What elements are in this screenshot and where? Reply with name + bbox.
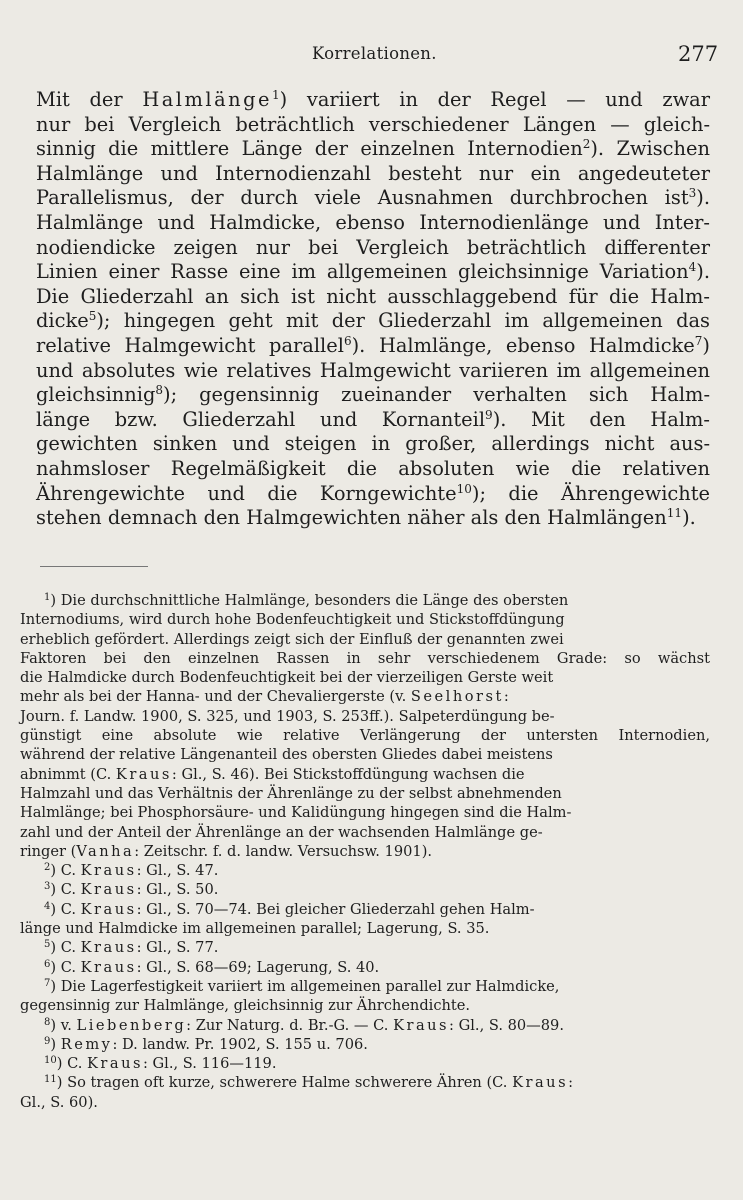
footnote-marker: 4 xyxy=(44,900,51,912)
text-line xyxy=(36,260,710,285)
text-run: : Gl., S. 70—74. Bei gleicher Gliederzahl gehen Halm- xyxy=(136,900,535,918)
text-run: ) So tragen oft kurze, schwerere Halme schwerere Ähren (C. xyxy=(56,1074,513,1092)
footnote-marker: 4 xyxy=(688,260,697,275)
text-run: ) C. xyxy=(50,881,81,899)
footnote-separator xyxy=(40,566,148,567)
spaced-name: Kraus xyxy=(87,1055,143,1073)
spaced-name: Vanha xyxy=(76,842,135,860)
footnote-marker: 11 xyxy=(44,1074,57,1086)
text-run: ). xyxy=(696,186,710,210)
footnote-line xyxy=(20,745,710,764)
footnote-line xyxy=(20,1073,710,1092)
text-run: gewichten sinken und steigen in großer, allerdings nicht aus- xyxy=(36,432,710,456)
text-run: ringer ( xyxy=(20,842,77,860)
text-run: ) C. xyxy=(50,862,81,880)
text-line xyxy=(36,211,710,236)
body-paragraph xyxy=(36,88,710,531)
footnote-marker: 6 xyxy=(343,333,352,348)
footnote-line xyxy=(20,880,710,899)
footnote-marker: 1 xyxy=(272,88,280,102)
footnote-marker: 1 xyxy=(44,592,51,603)
text-run: gegensinnig zur Halmlänge, gleichsinnig zur Ährchendichte. xyxy=(20,997,471,1015)
footnote-line xyxy=(20,649,710,668)
text-run: : Gl., S. 47. xyxy=(136,862,219,880)
text-run: gleichsinnig xyxy=(36,383,156,407)
text-line xyxy=(36,334,710,359)
footnote-marker: 10 xyxy=(44,1055,57,1067)
text-run: : Gl., S. 68—69; Lagerung, S. 40. xyxy=(136,958,380,976)
footnote-marker: 10 xyxy=(456,481,472,496)
text-run: : Gl., S. 50. xyxy=(136,881,219,899)
footnote-marker: 3 xyxy=(44,881,51,893)
footnote-line xyxy=(20,707,710,726)
spaced-name: Halmlänge xyxy=(142,88,273,111)
text-run: : D. landw. Pr. 1902, S. 155 u. 706. xyxy=(112,1035,368,1053)
footnote-line xyxy=(20,977,710,996)
text-line xyxy=(36,383,710,408)
text-line xyxy=(36,457,710,482)
footnote-line xyxy=(20,842,710,861)
text-run: ) xyxy=(50,1035,61,1053)
text-run: während der relative Längenanteil des obersten Gliedes dabei meistens xyxy=(20,746,553,764)
footnote-marker: 6 xyxy=(44,958,51,970)
footnote-line xyxy=(20,726,710,745)
text-run: sinnig die mittlere Länge der einzelnen Internodien xyxy=(36,137,583,161)
footnote-line xyxy=(20,803,710,822)
text-line xyxy=(36,162,710,187)
text-run: die Halmdicke durch Bodenfeuchtigkeit bei der vierzeiligen Gerste weit xyxy=(20,669,554,687)
text-run: ). Mit den Halm- xyxy=(492,407,710,431)
footnote-line xyxy=(20,630,710,649)
text-run: ). xyxy=(696,260,710,284)
spaced-name: Kraus xyxy=(80,939,137,957)
spaced-name: Seelhorst xyxy=(410,688,504,706)
text-run: : Zeitschr. f. d. landw. Versuchsw. 1901). xyxy=(134,842,433,860)
text-run: : Gl., S. 77. xyxy=(136,939,219,957)
text-run: : Gl., S. 46). Bei Stickstoffdüngung wachsen die xyxy=(171,765,525,783)
text-line xyxy=(36,482,710,507)
footnote-line xyxy=(20,784,710,803)
text-line xyxy=(36,88,710,113)
text-run: Halmlänge und Halmdicke, ebenso Internodienlänge und Inter- xyxy=(36,210,710,234)
spaced-name: Kraus xyxy=(80,900,137,918)
text-line xyxy=(36,236,710,261)
footnote-line xyxy=(20,823,710,842)
text-run: : xyxy=(568,1074,573,1092)
text-line xyxy=(36,113,710,138)
text-line xyxy=(36,309,710,334)
text-run: abnimmt (C. xyxy=(20,765,116,783)
text-run: ) v. xyxy=(50,1016,77,1034)
footnote-line xyxy=(20,996,710,1015)
footnote-marker: 5 xyxy=(44,939,51,951)
spaced-name: Remy xyxy=(60,1035,113,1053)
text-run: ). Halmlänge, ebenso Halmdicke xyxy=(351,333,695,357)
footnote-marker: 9 xyxy=(485,407,493,422)
text-line xyxy=(36,285,710,310)
spaced-name: Kraus xyxy=(80,958,137,976)
text-run: ). xyxy=(682,506,696,530)
spaced-name: Kraus xyxy=(115,765,172,783)
text-run: : xyxy=(503,688,509,706)
text-run: länge bzw. Gliederzahl und Kornanteil xyxy=(36,407,486,431)
footnote-line xyxy=(20,687,710,706)
spaced-name: Liebenberg xyxy=(76,1016,187,1034)
spaced-name: Kraus xyxy=(393,1016,450,1034)
text-run: Faktoren bei den einzelnen Rassen in sehr verschiedenem Grade: so wächst xyxy=(20,649,710,667)
text-run: länge und Halmdicke im allgemeinen parallel; Lagerung, S. 35. xyxy=(20,920,490,938)
text-run: nahmsloser Regelmäßigkeit die absoluten wie die relativen xyxy=(36,456,710,480)
footnote-line xyxy=(20,958,710,977)
text-run: Ährengewichte und die Korngewichte xyxy=(36,481,457,505)
text-run: ) C. xyxy=(50,900,81,918)
text-line xyxy=(36,432,710,457)
text-run: und absolutes wie relatives Halmgewicht variieren im allgemeinen xyxy=(36,358,710,382)
text-run: stehen demnach den Halmgewichten näher als den Halmlängen xyxy=(36,506,667,530)
text-run: günstigt eine absolute wie relative Verlängerung der untersten Internodien, xyxy=(20,727,710,745)
footnote-line xyxy=(20,591,710,610)
text-run: : Gl., S. 80—89. xyxy=(449,1016,564,1034)
spaced-name: Kraus xyxy=(80,881,137,899)
text-run: Journ. f. Landw. 1900, S. 325, und 1903, S. 253ff.). Salpeterdüngung be- xyxy=(20,707,555,725)
text-run: ) C. xyxy=(56,1055,87,1073)
spaced-name: Kraus xyxy=(80,862,137,880)
footnote-line xyxy=(20,1035,710,1054)
text-line xyxy=(36,359,710,384)
text-line xyxy=(36,186,710,211)
footnote-marker: 8 xyxy=(44,1016,51,1028)
footnote-line xyxy=(20,919,710,938)
footnote-line xyxy=(20,900,710,919)
text-run: ) C. xyxy=(50,939,81,957)
footnote-line xyxy=(20,610,710,629)
text-run: Parallelismus, der durch viele Ausnahmen durchbrochen ist xyxy=(36,186,689,210)
text-run: ) Die Lagerfestigkeit variiert im allgemeinen parallel zur Halmdicke, xyxy=(50,977,560,995)
text-run: Halmlänge und Internodienzahl besteht nur ein angedeuteter xyxy=(36,161,710,185)
footnote-marker: 7 xyxy=(694,333,703,348)
text-line xyxy=(36,506,710,531)
spaced-name: Kraus xyxy=(512,1074,569,1092)
footnote-marker: 2 xyxy=(44,862,51,874)
text-run: ); hingegen geht mit der Gliederzahl im allgemeinen das xyxy=(96,309,710,333)
text-run: erheblich gefördert. Allerdings zeigt sich der Einfluß der genannten zwei xyxy=(20,630,564,648)
text-run: Linien einer Rasse eine im allgemeinen gleichsinnige Variation xyxy=(36,260,689,284)
text-run: ) C. xyxy=(50,958,81,976)
text-run: nodiendicke zeigen nur bei Vergleich beträchtlich differenter xyxy=(36,235,710,259)
text-run: ) variiert in der Regel — und zwar xyxy=(279,88,710,111)
footnote-line xyxy=(20,1054,710,1073)
text-line xyxy=(36,137,710,162)
text-run: Gl., S. 60). xyxy=(20,1093,98,1111)
text-run: ) xyxy=(702,333,710,357)
text-line xyxy=(36,408,710,433)
text-run: dicke xyxy=(36,309,89,333)
text-run: : Gl., S. 116—119. xyxy=(142,1055,277,1073)
text-run: Halmlänge; bei Phosphorsäure- und Kalidüngung hingegen sind die Halm- xyxy=(20,804,572,822)
footnotes xyxy=(20,591,710,1112)
text-run: mehr als bei der Hanna- und der Chevaliergerste (v. xyxy=(20,688,411,706)
text-run: Die Gliederzahl an sich ist nicht ausschlaggebend für die Halm- xyxy=(36,284,710,308)
footnote-line xyxy=(20,1093,710,1112)
footnote-line xyxy=(20,1016,710,1035)
footnote-line xyxy=(20,765,710,784)
text-run: ); gegensinnig zueinander verhalten sich Halm- xyxy=(163,383,710,407)
text-run: ); die Ährengewichte xyxy=(471,481,711,505)
text-run: nur bei Vergleich beträchtlich verschiedener Längen — gleich- xyxy=(36,112,710,136)
text-run: relative Halmgewicht parallel xyxy=(36,333,344,357)
text-run: ). Zwischen xyxy=(590,137,710,161)
text-run: Halmzahl und das Verhältnis der Ährenlänge zu der selbst abnehmenden xyxy=(20,784,562,802)
footnote-line xyxy=(20,861,710,880)
text-run: Mit der xyxy=(36,88,143,111)
footnote-marker: 9 xyxy=(44,1035,51,1047)
footnote-line xyxy=(20,668,710,687)
footnote-marker: 2 xyxy=(582,137,591,152)
footnote-marker: 11 xyxy=(666,506,683,521)
running-title: Korrelationen. xyxy=(312,44,437,63)
text-run: Internodiums, wird durch hohe Bodenfeuchtigkeit und Stickstoffdüngung xyxy=(20,611,565,629)
footnote-marker: 7 xyxy=(44,977,51,989)
footnote-marker: 3 xyxy=(688,186,697,201)
text-run: ) Die durchschnittliche Halmlänge, besonders die Länge des obersten xyxy=(50,592,569,609)
footnote-line xyxy=(20,938,710,957)
footnote-marker: 8 xyxy=(155,383,164,398)
text-run: : Zur Naturg. d. Br.-G. — C. xyxy=(186,1016,394,1034)
footnote-marker: 5 xyxy=(88,309,97,324)
page-header xyxy=(0,44,743,74)
page-number: 277 xyxy=(678,42,719,66)
text-run: zahl und der Anteil der Ährenlänge an der wachsenden Halmlänge ge- xyxy=(20,823,543,841)
